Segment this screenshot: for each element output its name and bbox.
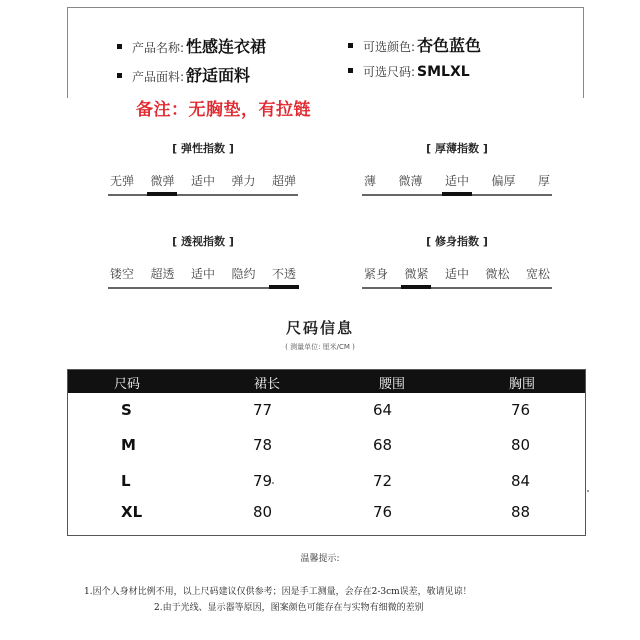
scale-option: 不透 (271, 267, 296, 281)
product-fabric-value: 舒适面料 (186, 66, 251, 85)
tip-line-2: 2.由于光线、显示器等原因，图案颜色可能存在与实物有细微的差别 (154, 603, 424, 613)
scale-option: 弹力 (231, 174, 256, 188)
table-cell: XL (121, 503, 143, 521)
transparency-scale (108, 233, 298, 289)
table-cell: M (121, 436, 136, 454)
scale-title: [ 厚薄指数 ] (426, 142, 488, 155)
scale-marker (401, 285, 431, 289)
scale-option: 适中 (190, 267, 215, 281)
thickness-scale (362, 140, 552, 196)
scale-track (362, 194, 552, 196)
artifact-speck (587, 490, 589, 492)
scale-option: 薄 (364, 174, 377, 188)
scale-option: 适中 (444, 267, 469, 281)
table-cell: 88 (511, 503, 531, 521)
product-color-value: 杏色蓝色 (417, 36, 482, 55)
scale-track (108, 287, 298, 289)
scale-title: [ 弹性指数 ] (172, 142, 234, 155)
product-name-row (117, 34, 266, 57)
bullet-icon (348, 68, 353, 73)
bullet-icon (348, 43, 353, 48)
fit-scale (362, 233, 552, 289)
product-color-row (348, 33, 481, 56)
header-length: 裙长 (254, 377, 281, 392)
table-cell: 76 (511, 401, 531, 419)
header-bust: 胸围 (509, 377, 536, 392)
scale-option: 镂空 (110, 267, 135, 281)
size-table (67, 369, 586, 536)
scale-option: 隐约 (231, 267, 256, 281)
product-size-row (348, 63, 470, 80)
table-cell: 80 (511, 436, 531, 454)
scale-option: 微松 (485, 267, 510, 281)
tip-line-1: 1.因个人身材比例不用，以上尺码建议仅供参考；因是手工测量，会存在2-3cm误差，敬请见谅！ (84, 587, 472, 597)
scale-option: 适中 (190, 174, 215, 188)
scale-title: [ 透视指数 ] (172, 235, 234, 248)
bullet-icon (117, 44, 122, 49)
scale-marker (147, 192, 177, 196)
product-fabric-row (117, 63, 250, 86)
scale-option: 微薄 (398, 174, 423, 188)
size-table-header (68, 370, 585, 393)
header-waist: 腰围 (379, 377, 406, 392)
table-cell: S (121, 401, 132, 419)
table-cell: 78 (253, 436, 273, 454)
table-cell: 76 (373, 503, 393, 521)
scale-option: 无弹 (110, 174, 135, 188)
tips-title: 温馨提示: (300, 554, 340, 564)
elasticity-scale (108, 140, 298, 196)
bullet-icon (117, 73, 122, 78)
header-size: 尺码 (114, 377, 141, 392)
product-name-value: 性感连衣裙 (186, 37, 267, 56)
size-info-title: 尺码信息 (285, 319, 354, 337)
scale-track (362, 287, 552, 289)
table-cell: 64 (373, 401, 393, 419)
scale-option: 微弹 (150, 174, 175, 188)
product-note: 备注：无胸垫，有拉链 (136, 100, 311, 120)
scale-option: 微紧 (404, 267, 429, 281)
table-cell: 80 (253, 503, 273, 521)
scale-option: 厚 (537, 174, 550, 188)
scale-option: 宽松 (525, 267, 550, 281)
table-cell: L (121, 472, 131, 490)
scale-option: 适中 (444, 174, 469, 188)
scale-option: 偏厚 (491, 174, 516, 188)
scale-option: 超弹 (271, 174, 296, 188)
scale-marker (269, 285, 299, 289)
table-cell: 68 (373, 436, 393, 454)
scale-option: 紧身 (364, 267, 389, 281)
size-info-subtitle: ( 测量单位: 厘米/CM ) (285, 343, 355, 351)
table-cell: 79 (253, 472, 273, 490)
table-cell: 72 (373, 472, 393, 490)
table-cell: 84 (511, 472, 531, 490)
scale-marker (442, 192, 472, 196)
product-color-label: 可选颜色: (363, 40, 416, 54)
scale-title: [ 修身指数 ] (426, 235, 488, 248)
table-cell: 77 (253, 401, 273, 419)
product-size-label: 可选尺码: (363, 65, 416, 79)
product-fabric-label: 产品面料: (132, 70, 185, 84)
product-size-value: SMLXL (417, 64, 470, 80)
scale-option: 超透 (150, 267, 175, 281)
scale-track (108, 194, 298, 196)
product-name-label: 产品名称: (132, 41, 185, 55)
artifact-speck (272, 482, 274, 484)
